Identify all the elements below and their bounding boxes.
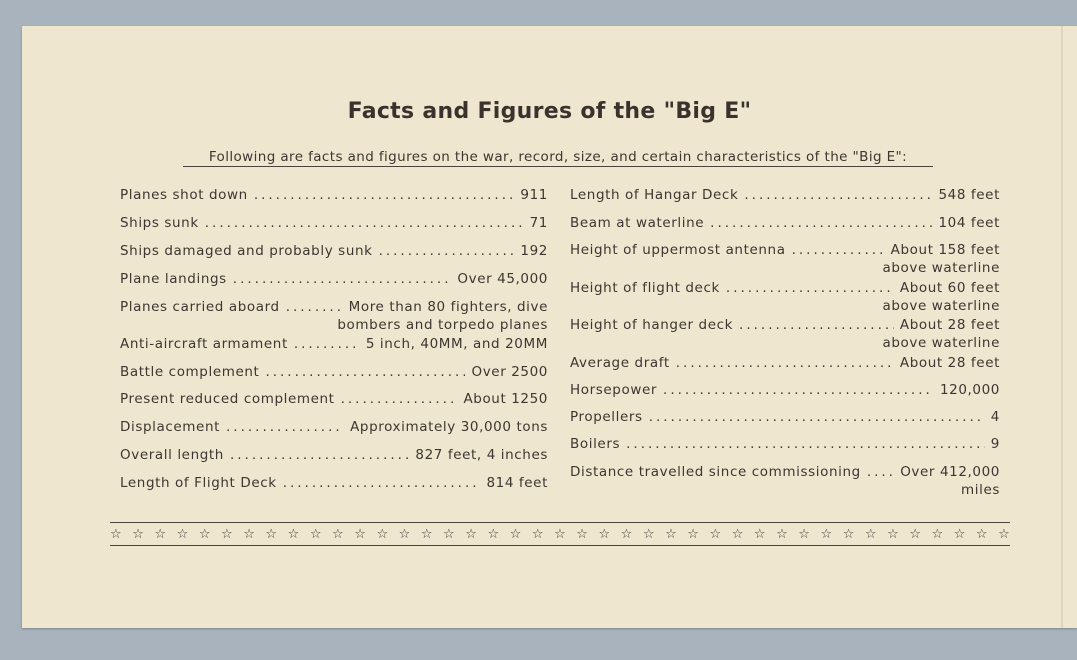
fact-label: Beam at waterline <box>570 214 705 231</box>
dot-leader <box>233 270 452 288</box>
fact-value: 814 feet <box>486 475 548 491</box>
dot-leader <box>867 463 894 481</box>
dot-leader <box>265 363 465 381</box>
fact-label: Height of uppermost antenna <box>570 242 786 258</box>
fact-value-continued: above waterline <box>882 335 1000 351</box>
fact-label: Ships damaged and probably sunk <box>120 242 373 259</box>
fact-row <box>120 270 548 288</box>
star-icon: ☆ <box>420 526 433 542</box>
star-icon: ☆ <box>287 526 300 542</box>
star-icon: ☆ <box>687 526 699 542</box>
dot-leader <box>205 214 524 232</box>
fact-value: Over 412,000 <box>900 463 1000 480</box>
dot-leader <box>379 242 515 260</box>
star-icon: ☆ <box>731 526 744 542</box>
fact-row <box>570 214 1000 232</box>
fact-value: 9 <box>990 436 1000 452</box>
dot-leader <box>739 316 894 334</box>
fact-row <box>120 474 548 492</box>
fact-row <box>570 435 1000 453</box>
fact-label: Ships sunk <box>120 214 199 231</box>
star-icon: ☆ <box>265 526 278 542</box>
fact-row <box>120 335 548 353</box>
dot-leader <box>649 408 985 426</box>
star-icon: ☆ <box>931 526 944 542</box>
fact-row <box>570 279 1000 315</box>
star-icon: ☆ <box>531 526 544 542</box>
star-icon: ☆ <box>842 526 855 542</box>
fact-value: 104 feet <box>938 214 1000 231</box>
fact-value-continued: miles <box>961 481 1000 498</box>
star-icon: ☆ <box>820 526 833 542</box>
dot-leader <box>294 335 360 353</box>
star-icon: ☆ <box>665 526 677 542</box>
fact-label: Planes shot down <box>120 187 248 203</box>
fact-row <box>120 242 548 260</box>
fact-row <box>570 408 1000 426</box>
star-border <box>110 522 1010 546</box>
fact-label: Length of Hangar Deck <box>570 187 739 203</box>
star-icon: ☆ <box>776 526 788 542</box>
dot-leader <box>626 435 985 453</box>
star-icon: ☆ <box>176 526 189 542</box>
fact-row <box>120 418 548 436</box>
star-icon: ☆ <box>709 526 722 542</box>
star-icon: ☆ <box>198 526 211 542</box>
dot-leader <box>283 474 481 492</box>
fact-label: Average draft <box>570 355 670 371</box>
star-icon: ☆ <box>465 526 477 542</box>
fact-row <box>570 316 1000 352</box>
dot-leader <box>254 186 515 204</box>
star-icon: ☆ <box>221 526 233 542</box>
fact-value: 120,000 <box>939 382 1000 398</box>
fact-value: About 28 feet <box>899 317 1000 333</box>
fact-value: About 60 feet <box>899 279 1000 296</box>
fact-value: 5 inch, 40MM, and 20MM <box>365 335 548 352</box>
dot-leader <box>726 279 894 297</box>
fact-row <box>570 381 1000 399</box>
star-icon: ☆ <box>243 526 255 542</box>
fact-label: Displacement <box>120 419 221 435</box>
star-icon: ☆ <box>154 526 167 542</box>
fact-value: More than 80 fighters, dive <box>348 298 548 315</box>
dot-leader <box>230 446 409 464</box>
fact-value: 71 <box>529 214 548 231</box>
star-icon: ☆ <box>554 526 566 542</box>
star-icon: ☆ <box>332 526 344 542</box>
fact-row <box>570 186 1000 204</box>
star-icon: ☆ <box>487 526 500 542</box>
fact-row <box>120 390 548 408</box>
fact-value: Approximately 30,000 tons <box>350 419 548 435</box>
fact-value: Over 2500 <box>471 363 548 380</box>
fact-value: 192 <box>520 242 548 259</box>
star-icon: ☆ <box>753 526 766 542</box>
fact-value: 548 feet <box>938 187 1000 203</box>
fact-label: Height of flight deck <box>570 279 720 296</box>
star-icon: ☆ <box>998 526 1010 542</box>
star-icon: ☆ <box>798 526 810 542</box>
fact-value: About 28 feet <box>899 355 1000 371</box>
fact-label: Boilers <box>570 436 621 452</box>
fact-label: Planes carried aboard <box>120 298 280 315</box>
fact-label: Length of Flight Deck <box>120 475 277 491</box>
fact-label: Battle complement <box>120 363 260 380</box>
page-title: Facts and Figures of the "Big E" <box>347 99 752 124</box>
star-icon: ☆ <box>975 526 988 542</box>
fact-row <box>120 186 548 204</box>
fact-row <box>120 363 548 381</box>
star-icon: ☆ <box>376 526 389 542</box>
star-icon: ☆ <box>354 526 366 542</box>
star-icon: ☆ <box>598 526 611 542</box>
dot-leader <box>663 381 934 399</box>
star-icon: ☆ <box>110 526 122 542</box>
fact-value: Over 45,000 <box>457 270 548 287</box>
fact-value-continued: above waterline <box>882 297 1000 314</box>
dot-leader <box>744 186 932 204</box>
fact-value: 827 feet, 4 inches <box>415 447 548 463</box>
fact-row <box>570 241 1000 277</box>
fact-row <box>120 214 548 232</box>
dot-leader <box>710 214 932 232</box>
star-icon: ☆ <box>132 526 144 542</box>
dot-leader <box>792 241 885 259</box>
page-subtitle: Following are facts and figures on the war, record, size, and certain characteristics of the "Big E": <box>183 149 933 167</box>
fact-label: Horsepower <box>570 382 658 398</box>
dot-leader <box>676 354 894 372</box>
dot-leader <box>341 390 458 408</box>
star-icon: ☆ <box>509 526 522 542</box>
fact-label: Present reduced complement <box>120 391 335 407</box>
fact-value-continued: above waterline <box>882 260 1000 276</box>
fact-row <box>570 354 1000 372</box>
fact-label: Anti-aircraft armament <box>120 335 288 352</box>
fact-label: Height of hanger deck <box>570 317 734 333</box>
fact-value: About 158 feet <box>890 242 1000 258</box>
star-icon: ☆ <box>864 526 877 542</box>
fact-row <box>120 298 548 334</box>
star-icon: ☆ <box>953 526 966 542</box>
star-icon: ☆ <box>309 526 322 542</box>
dot-leader <box>286 298 343 316</box>
fact-value: 911 <box>520 187 548 203</box>
fact-label: Overall length <box>120 447 224 463</box>
star-icon: ☆ <box>620 526 633 542</box>
fact-row <box>120 446 548 464</box>
star-icon: ☆ <box>887 526 899 542</box>
fact-row <box>570 463 1000 499</box>
fact-label: Plane landings <box>120 270 227 287</box>
document-page <box>22 26 1077 628</box>
star-icon: ☆ <box>642 526 655 542</box>
star-icon: ☆ <box>909 526 921 542</box>
fact-value-continued: bombers and torpedo planes <box>337 316 548 333</box>
dot-leader <box>226 418 344 436</box>
fact-value: 4 <box>990 409 1000 425</box>
star-icon: ☆ <box>443 526 455 542</box>
star-icon: ☆ <box>576 526 588 542</box>
fact-label: Propellers <box>570 409 643 425</box>
star-icon: ☆ <box>398 526 411 542</box>
fact-value: About 1250 <box>463 391 548 407</box>
fact-label: Distance travelled since commissioning <box>570 463 861 480</box>
